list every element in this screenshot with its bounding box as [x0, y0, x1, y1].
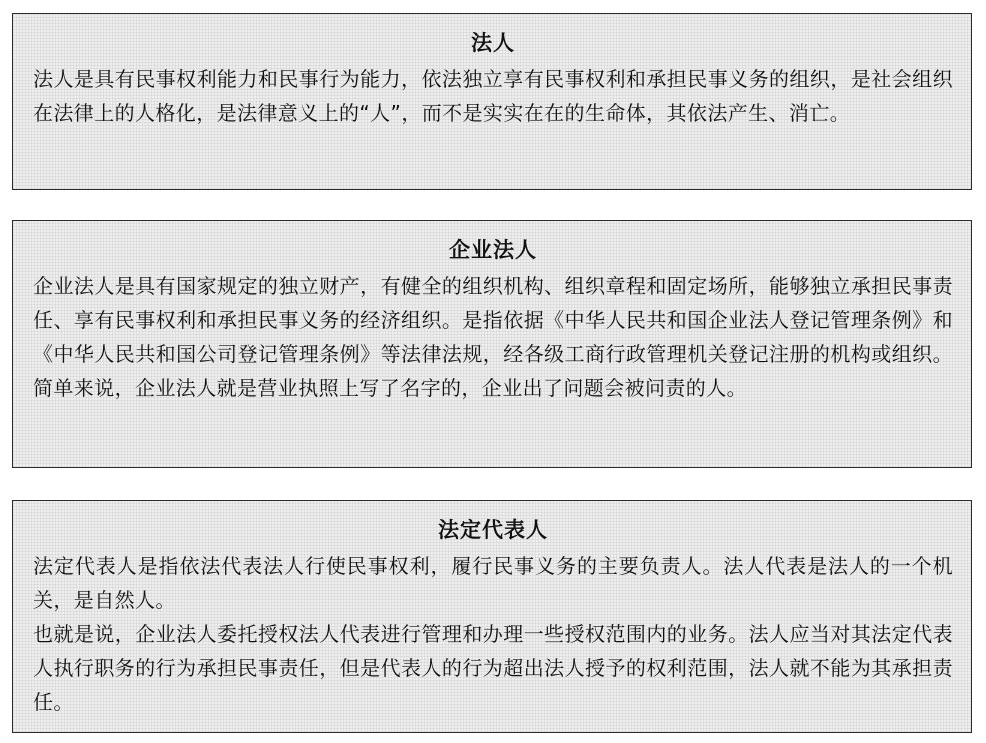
section-card-faren — [12, 13, 972, 190]
section-card-qiye-faren — [12, 220, 972, 468]
section-body — [33, 62, 953, 130]
section-title: 企业法人 — [449, 238, 537, 262]
section-paragraph: 法定代表人是指依法代表法人行使民事权利，履行民事义务的主要负责人。法人代表是法人的一个机关，是自然人。 — [33, 554, 953, 612]
section-paragraph: 也就是说，企业法人委托授权法人代表进行管理和办理一些授权范围内的业务。法人应当对其法定代表人执行职务的行为承担民事责任，但是代表人的行为超出法人授予的权利范围，法人就不能为其承担责任。 — [33, 622, 953, 714]
section-title: 法定代表人 — [438, 518, 548, 542]
section-body — [33, 549, 953, 719]
section-paragraph: 企业法人是具有国家规定的独立财产，有健全的组织机构、组织章程和固定场所，能够独立承担民事责任、享有民事权利和承担民事义务的经济组织。是指依据《中华人民共和国企业法人登记管理条例》和《中华人民共和国公司登记管理条例》等法律法规，经各级工商行政管理机关登记注册的机构或组织。简单来说，企业法人就是营业执照上写了名字的，企业出了问题会被问责的人。 — [33, 274, 953, 400]
section-paragraph: 法人是具有民事权利能力和民事行为能力，依法独立享有民事权利和承担民事义务的组织，是社会组织在法律上的人格化，是法律意义上的“人”，而不是实实在在的生命体，其依法产生、消亡。 — [33, 67, 953, 125]
section-body — [33, 269, 953, 405]
section-title: 法人 — [471, 31, 515, 55]
section-card-fading-daibiaoren — [12, 500, 972, 733]
